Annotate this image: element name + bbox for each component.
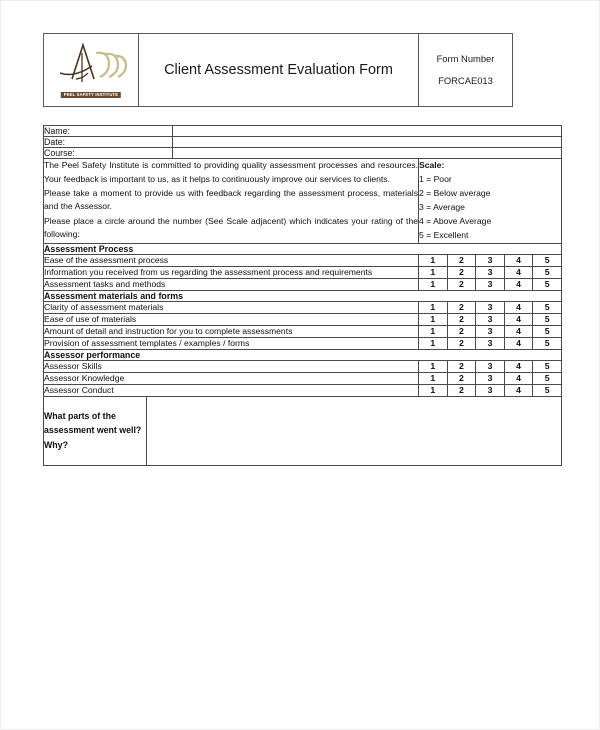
intro-paragraph: Please take a moment to provide us with feedback regarding the assessment process, materials and the Assessor. — [44, 187, 418, 212]
logo-cell — [44, 34, 139, 107]
rating-option-3[interactable]: 3 — [476, 278, 505, 290]
rating-option-3[interactable]: 3 — [476, 384, 505, 396]
identity-row — [44, 137, 562, 148]
logo-wordmark: PEEL SAFETY INSTITUTE — [61, 92, 121, 98]
intro-text — [44, 159, 419, 244]
rating-item-label-0-0: Ease of the assessment process — [44, 254, 419, 266]
rating-option-5[interactable]: 5 — [533, 337, 562, 349]
scale-item: 3 = Average — [419, 201, 465, 212]
rating-option-1[interactable]: 1 — [419, 325, 448, 337]
rating-option-1[interactable]: 1 — [419, 313, 448, 325]
scale-legend — [419, 159, 562, 244]
open-question-label: What parts of the assessment went well? Why? — [44, 396, 147, 465]
rating-option-5[interactable]: 5 — [533, 278, 562, 290]
section-heading-1: Assessment materials and forms — [44, 290, 562, 301]
form-number-label: Form Number — [436, 52, 495, 64]
scale-item: 2 = Below average — [419, 187, 491, 198]
rating-option-2[interactable]: 2 — [447, 313, 476, 325]
rating-option-3[interactable]: 3 — [476, 372, 505, 384]
rating-option-1[interactable]: 1 — [419, 337, 448, 349]
evaluation-table — [43, 125, 562, 466]
section-header-row — [44, 349, 562, 360]
rating-item-label-1-1: Ease of use of materials — [44, 313, 419, 325]
rating-option-1[interactable]: 1 — [419, 372, 448, 384]
rating-option-2[interactable]: 2 — [447, 254, 476, 266]
identity-label-0: Name: — [44, 126, 173, 137]
rating-item-label-1-3: Provision of assessment templates / examples / forms — [44, 337, 419, 349]
rating-item-label-2-2: Assessor Conduct — [44, 384, 419, 396]
rating-option-4[interactable]: 4 — [504, 384, 533, 396]
rating-option-1[interactable]: 1 — [419, 254, 448, 266]
rating-option-1[interactable]: 1 — [419, 360, 448, 372]
rating-row — [44, 266, 562, 278]
rating-option-2[interactable]: 2 — [447, 360, 476, 372]
rating-option-5[interactable]: 5 — [533, 301, 562, 313]
section-heading-0: Assessment Process — [44, 243, 562, 254]
rating-option-4[interactable]: 4 — [504, 301, 533, 313]
rating-item-label-1-0: Clarity of assessment materials — [44, 301, 419, 313]
rating-option-2[interactable]: 2 — [447, 325, 476, 337]
rating-item-label-0-1: Information you received from us regarding the assessment process and requirements — [44, 266, 419, 278]
rating-item-label-2-1: Assessor Knowledge — [44, 372, 419, 384]
identity-row — [44, 148, 562, 159]
identity-label-2: Course: — [44, 148, 173, 159]
rating-item-label-0-2: Assessment tasks and methods — [44, 278, 419, 290]
rating-row — [44, 360, 562, 372]
section-header-row — [44, 290, 562, 301]
rating-option-3[interactable]: 3 — [476, 337, 505, 349]
rating-option-5[interactable]: 5 — [533, 325, 562, 337]
rating-option-4[interactable]: 4 — [504, 278, 533, 290]
scale-title: Scale: — [419, 160, 445, 170]
rating-option-5[interactable]: 5 — [533, 372, 562, 384]
scale-item: 4 = Above Average — [419, 215, 492, 226]
form-title: Client Assessment Evaluation Form — [139, 34, 419, 107]
identity-label-1: Date: — [44, 137, 173, 148]
rating-option-5[interactable]: 5 — [533, 254, 562, 266]
form-header — [43, 33, 513, 107]
rating-option-2[interactable]: 2 — [447, 266, 476, 278]
rating-option-5[interactable]: 5 — [533, 313, 562, 325]
form-number-cell — [419, 34, 513, 107]
identity-row — [44, 126, 562, 137]
rating-option-2[interactable]: 2 — [447, 337, 476, 349]
rating-option-1[interactable]: 1 — [419, 278, 448, 290]
peel-safety-institute-logo-icon — [49, 39, 133, 101]
intro-paragraph: The Peel Safety Institute is committed to providing quality assessment processes and resources. Your feedback is important to us, as it helps to continuously improve our services to clients. — [44, 160, 418, 184]
header-row — [44, 34, 513, 107]
rating-option-4[interactable]: 4 — [504, 337, 533, 349]
rating-option-4[interactable]: 4 — [504, 254, 533, 266]
rating-option-2[interactable]: 2 — [447, 372, 476, 384]
rating-option-3[interactable]: 3 — [476, 313, 505, 325]
open-question-input[interactable] — [147, 396, 562, 465]
rating-option-4[interactable]: 4 — [504, 360, 533, 372]
rating-row — [44, 325, 562, 337]
scale-item: 1 = Poor — [419, 173, 452, 184]
rating-option-4[interactable]: 4 — [504, 313, 533, 325]
rating-row — [44, 337, 562, 349]
rating-row — [44, 372, 562, 384]
section-header-row — [44, 243, 562, 254]
rating-option-2[interactable]: 2 — [447, 384, 476, 396]
rating-option-2[interactable]: 2 — [447, 278, 476, 290]
rating-option-4[interactable]: 4 — [504, 325, 533, 337]
rating-option-5[interactable]: 5 — [533, 384, 562, 396]
rating-option-1[interactable]: 1 — [419, 266, 448, 278]
rating-option-3[interactable]: 3 — [476, 301, 505, 313]
rating-row — [44, 384, 562, 396]
rating-row — [44, 301, 562, 313]
identity-input-0[interactable] — [173, 126, 562, 137]
section-heading-2: Assessor performance — [44, 349, 562, 360]
rating-option-4[interactable]: 4 — [504, 266, 533, 278]
open-question-row — [44, 396, 562, 465]
rating-option-4[interactable]: 4 — [504, 372, 533, 384]
scale-item: 5 = Excellent — [419, 229, 469, 240]
identity-input-2[interactable] — [173, 148, 562, 159]
rating-option-3[interactable]: 3 — [476, 325, 505, 337]
rating-option-2[interactable]: 2 — [447, 301, 476, 313]
intro-paragraph: Please place a circle around the number (See Scale adjacent) which indicates your rating of the following: — [44, 215, 418, 239]
rating-option-5[interactable]: 5 — [533, 360, 562, 372]
rating-option-5[interactable]: 5 — [533, 266, 562, 278]
logo-graphic-icon — [52, 39, 130, 83]
rating-option-3[interactable]: 3 — [476, 254, 505, 266]
form-number-value: FORCAE013 — [438, 75, 493, 86]
rating-row — [44, 254, 562, 266]
rating-option-3[interactable]: 3 — [476, 360, 505, 372]
rating-row — [44, 313, 562, 325]
rating-option-1[interactable]: 1 — [419, 301, 448, 313]
rating-option-3[interactable]: 3 — [476, 266, 505, 278]
rating-row — [44, 278, 562, 290]
identity-input-1[interactable] — [173, 137, 562, 148]
rating-item-label-2-0: Assessor Skills — [44, 360, 419, 372]
rating-option-1[interactable]: 1 — [419, 384, 448, 396]
rating-item-label-1-2: Amount of detail and instruction for you to complete assessments — [44, 325, 419, 337]
intro-scale-row — [44, 159, 562, 244]
